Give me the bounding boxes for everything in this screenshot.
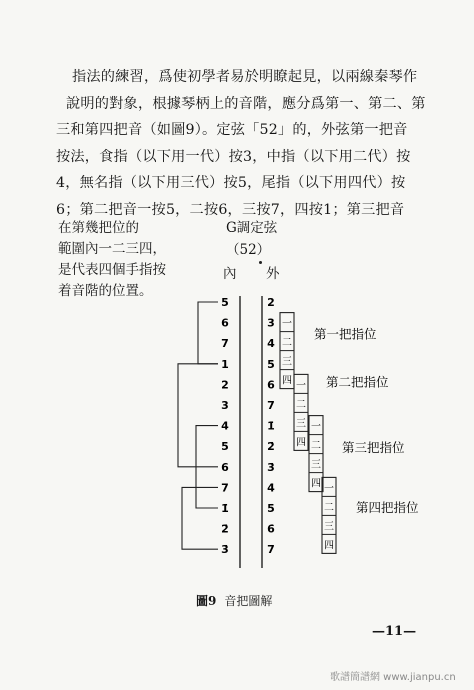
- finger-label: 一: [324, 483, 334, 495]
- paragraph-line: 按法，食指（以下用一代）按3，中指（以下用二代）按: [56, 148, 411, 165]
- finger-label: 二: [311, 440, 321, 452]
- side-note-line: 是代表四個手指按: [58, 262, 166, 278]
- outer-note: 3: [267, 316, 275, 330]
- outer-note: 3̇: [267, 460, 275, 474]
- position-label: 第一把指位: [314, 326, 377, 342]
- inner-note: 7: [221, 481, 229, 495]
- tuning-value: （52）: [226, 242, 271, 258]
- figure-number: 圖9: [196, 594, 217, 608]
- finger-label: 四: [296, 437, 306, 449]
- finger-label: 三: [311, 459, 321, 471]
- page-number: —11—: [372, 624, 417, 639]
- paragraph-line: 說明的對象，根據琴柄上的音階，應分爲第一、第二、第: [66, 95, 426, 112]
- finger-label: 四: [311, 478, 321, 490]
- outer-note: 5: [267, 357, 275, 371]
- inner-note: 5: [221, 440, 229, 454]
- figure-caption: [196, 592, 272, 609]
- outer-note: 1̇: [267, 419, 275, 433]
- finger-label: 二: [282, 337, 292, 349]
- outer-note: 5̇: [267, 502, 275, 515]
- inner-note: 6: [221, 460, 229, 474]
- paragraph-line: 4，無名指（以下用三代）按5，尾指（以下用四代）按: [56, 175, 406, 191]
- outer-note: 2: [267, 296, 275, 309]
- finger-label: 一: [311, 421, 321, 433]
- inner-note: 6: [221, 316, 229, 330]
- finger-label: 二: [296, 399, 306, 411]
- tuning-title: G調定弦: [226, 220, 278, 236]
- finger-label: 一: [282, 318, 292, 330]
- inner-note: 5: [221, 296, 229, 309]
- left-bracket-second: [178, 364, 218, 467]
- position-label: 第二把指位: [326, 374, 389, 390]
- finger-label: 二: [324, 502, 334, 514]
- finger-label: 四: [282, 375, 292, 387]
- finger-label: 三: [296, 418, 306, 430]
- outer-note: 2̇: [267, 440, 275, 454]
- paragraph-line: 6；第二把音一按5，二按6，三按7，四按1；第三把音: [56, 201, 405, 218]
- finger-label: 三: [282, 356, 292, 368]
- side-note-line: 在第幾把位的: [58, 220, 139, 236]
- inner-note: 7: [221, 337, 229, 351]
- finger-label: 四: [324, 540, 334, 552]
- outer-note: 7̇: [267, 543, 275, 557]
- outer-note: 6: [267, 378, 275, 392]
- side-note-line: 着音階的位置。: [58, 283, 153, 299]
- inner-note: 4: [221, 419, 229, 433]
- inner-note: 2̇: [221, 522, 229, 536]
- inner-note: 1: [221, 357, 229, 371]
- outer-note: 4̇: [267, 481, 275, 495]
- paragraph-line: 三和第四把音（如圖9）。定弦「52」的，外弦第一把音: [56, 122, 408, 138]
- finger-label: 一: [296, 380, 306, 392]
- outer-note: 6̇: [267, 522, 275, 536]
- inner-note: 3̇: [221, 543, 229, 557]
- outer-string-label: 外: [266, 266, 280, 282]
- inner-note: 3: [221, 399, 229, 412]
- outer-note: 7: [267, 399, 275, 412]
- figure-title: 音把圖解: [224, 594, 273, 608]
- inner-note: 1̇: [221, 502, 229, 515]
- paragraph-line: 指法的練習，爲使初學者易於明瞭起見，以兩線秦琴作: [72, 69, 418, 85]
- left-bracket-first: [198, 302, 218, 364]
- outer-note: 4: [267, 337, 275, 351]
- inner-string-label: 內: [223, 266, 237, 282]
- left-bracket-fourth: [182, 487, 218, 549]
- position-label: 第四把指位: [356, 500, 419, 515]
- position-label: 第三把指位: [342, 440, 405, 456]
- watermark: 歌譜簡譜網 www.jianpu.cn: [330, 672, 456, 683]
- side-note-line: 範圍內一二三四，: [58, 241, 166, 257]
- finger-label: 三: [324, 521, 334, 533]
- inner-note: 2: [221, 378, 229, 392]
